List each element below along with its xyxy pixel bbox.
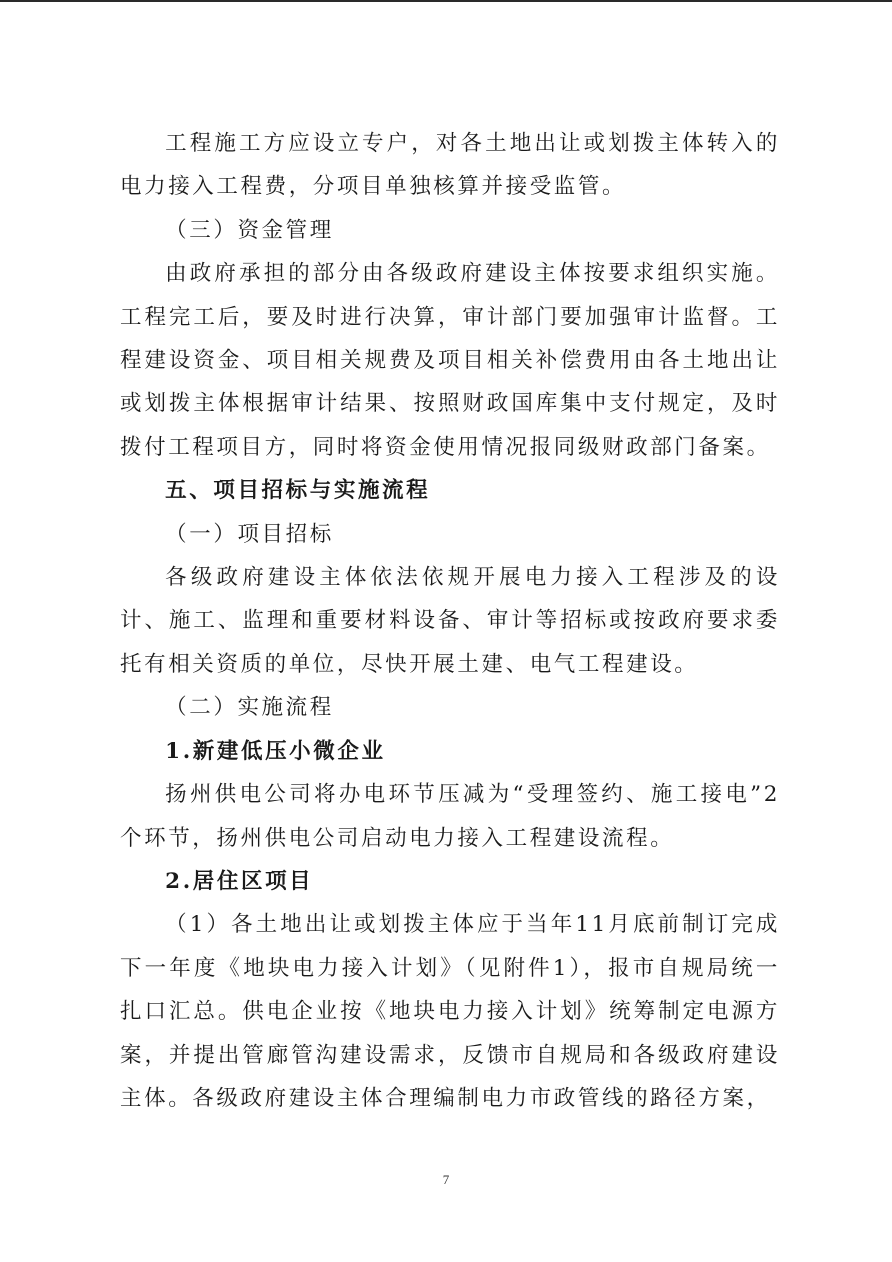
subheading-residential-project: 2.居住区项目 [165,868,314,894]
paragraph-residential-project: （1）各土地出让或划拨主体应于当年11月底前制订完成下一年度《地块电力接入计划》（见附件1），报市自规局统一扎口汇总。供电企业按《地块电力接入计划》统筹制定电源方案，并提出管廊管沟建设需求，反馈市自规局和各级政府建设主体。各级政府建设主体合理编制电力市政管线的路径方案， [120,912,780,1111]
paragraph-fund-management: 由政府承担的部分由各级政府建设主体按要求组织实施。工程完工后，要及时进行决算，审计部门要加强审计监督。工程建设资金、项目相关规费及项目相关补偿费用由各土地出让或划拨主体根据审计结果、按照财政国库集中支付规定，及时拨付工程项目方，同时将资金使用情况报同级财政部门备案。 [120,261,780,460]
paragraph-project-bidding: 各级政府建设主体依法依规开展电力接入工程涉及的设计、施工、监理和重要材料设备、审计等招标或按政府要求委托有相关资质的单位，尽快开展土建、电气工程建设。 [120,565,780,677]
top-border-line [0,0,892,2]
section-heading-implementation-process: （二）实施流程 [165,695,334,721]
page-number: 7 [442,1172,450,1187]
paragraph-small-enterprise: 扬州供电公司将办电环节压减为“受理签约、施工接电”2个环节，扬州供电公司启动电力接入工程建设流程。 [120,782,780,851]
subheading-small-enterprise: 1.新建低压小微企业 [165,738,386,764]
section-heading-fund-management: （三）资金管理 [165,217,334,243]
section-heading-project-bidding: （一）项目招标 [165,521,334,547]
chapter-heading-bidding-process: 五、项目招标与实施流程 [165,478,431,504]
document-body [120,122,780,1120]
paragraph-special-account: 工程施工方应设立专户，对各土地出让或划拨主体转入的电力接入工程费，分项目单独核算并接受监管。 [120,131,780,200]
